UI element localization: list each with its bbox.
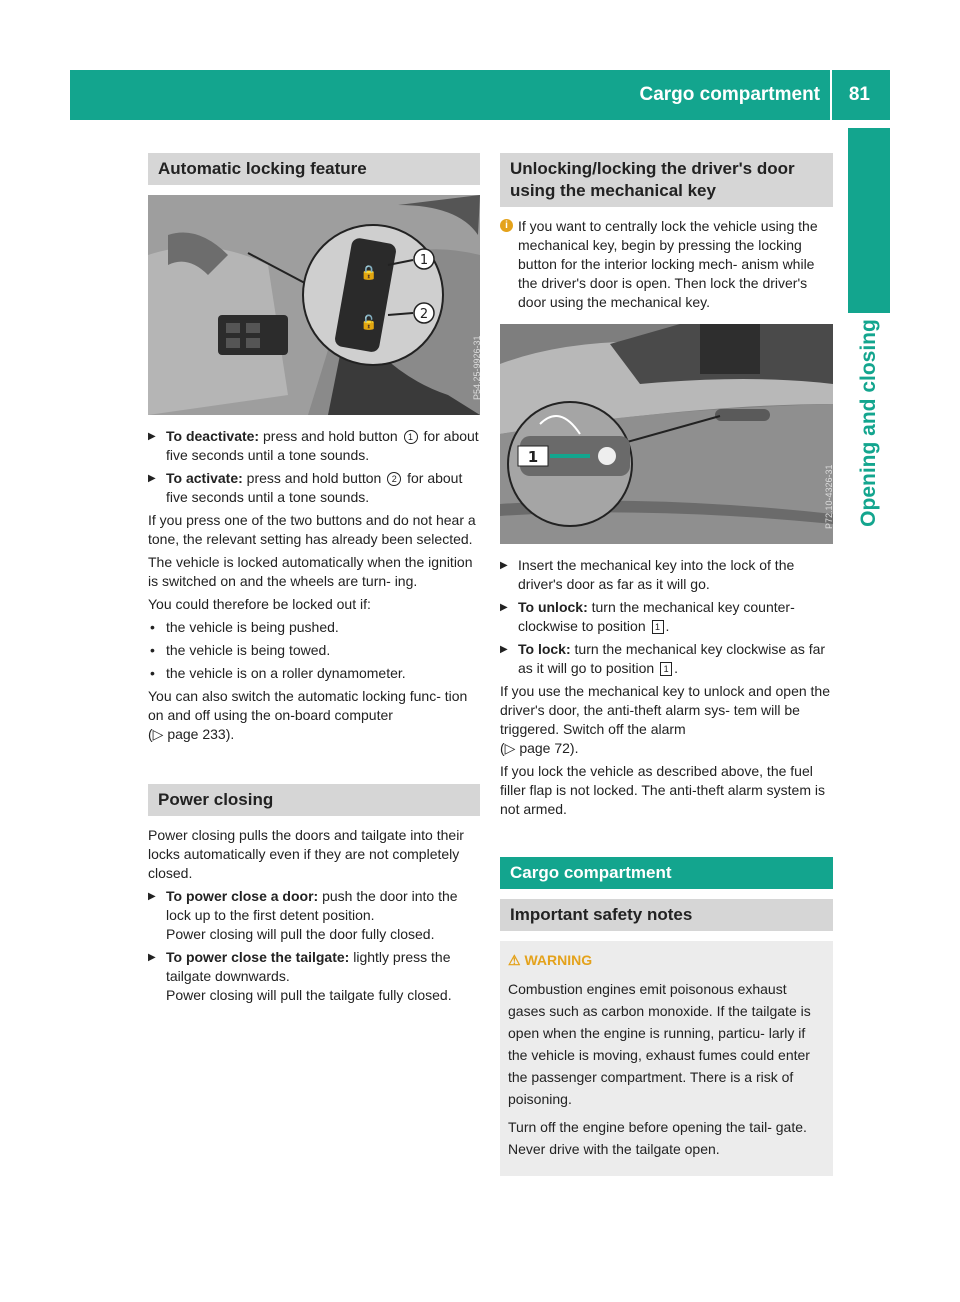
header-divider	[830, 70, 832, 120]
unlock-icon: 🔓	[360, 315, 378, 331]
warning-paragraph: Turn off the engine before opening the tail- gate. Never drive with the tailgate open.	[508, 1119, 807, 1157]
step-text: Insert the mechanical key into the lock of the driver's door as far as it will go.	[518, 557, 795, 592]
step-text: push the door into the lock up to the first detent position.	[166, 888, 458, 923]
step-text: press and hold button	[246, 470, 382, 486]
step-unlock: ▶ To unlock: turn the mechanical key counter- clockwise to position 1 .	[500, 599, 795, 634]
step-text: for about five seconds until a tone sounds.	[166, 470, 463, 505]
page-reference-link[interactable]: (▷ page 233).	[148, 726, 235, 742]
subsection-heading-safety: Important safety notes	[500, 899, 833, 931]
bullet-icon: •	[150, 642, 155, 658]
warning-title-text: WARNING	[524, 952, 593, 968]
paragraph-text: If you use the mechanical key to unlock and open the driver's door, the anti-theft alarm sys- tem will be triggered. Switch off the alarm	[500, 683, 830, 737]
step-text: lightly press the tailgate downwards.	[166, 949, 451, 984]
step-arrow-icon: ▶	[500, 602, 508, 613]
step-label: To activate:	[166, 470, 243, 486]
step-label: To unlock:	[518, 599, 588, 615]
step-power-close-tailgate	[148, 948, 480, 1005]
warning-paragraph: Combustion engines emit poisonous exhaust gases such as carbon monoxide. If the tailgate is open when the engine is running, particu- larly if the vehicle is moving, exhaust fumes could enter the passenger compartment. There is a risk of poisoning.	[508, 981, 811, 1107]
button-ref-1: 1	[404, 430, 418, 444]
step-arrow-icon: ▶	[148, 431, 156, 442]
step-arrow-icon: ▶	[148, 952, 156, 963]
warning-icon: ⚠	[508, 952, 521, 968]
warning-title	[508, 951, 825, 970]
step-label: To power close a door:	[166, 888, 319, 904]
section-heading-mechanical-key: Unlocking/locking the driver's door using the mechanical key	[500, 153, 833, 207]
step-text: Power closing will pull the door fully closed.	[166, 926, 435, 942]
step-text: Power closing will pull the tailgate fully closed.	[166, 987, 452, 1003]
side-tab-label	[848, 313, 890, 533]
paragraph: Power closing pulls the doors and tailgate into their locks automatically even if they are not completely closed.	[148, 827, 464, 881]
paragraph: If you press one of the two buttons and do not hear a tone, the relevant setting has already been selected.	[148, 512, 476, 547]
figure-code: P72.10-4326-31	[824, 464, 834, 529]
figure-marker-1: 1	[419, 253, 429, 268]
step-label: To deactivate:	[166, 428, 260, 444]
button-ref-2: 2	[387, 472, 401, 486]
warning-box	[500, 941, 833, 1176]
step-arrow-icon: ▶	[500, 644, 508, 655]
header-title: Cargo compartment	[639, 84, 820, 105]
side-tab-text: Opening and closing	[857, 319, 880, 527]
bullet-icon: •	[150, 665, 155, 681]
list-item-text: the vehicle is being towed.	[166, 642, 331, 658]
left-column	[148, 153, 480, 1009]
step-label: To power close the tailgate:	[166, 949, 350, 965]
paragraph	[500, 682, 833, 758]
figure-marker-1: 1	[527, 448, 539, 466]
step-text: turn the mechanical key clockwise as far as it will go to position	[518, 641, 826, 676]
list-item-text: the vehicle is on a roller dynamometer.	[166, 665, 406, 681]
figure-marker-2: 2	[419, 307, 429, 322]
step-power-close-door	[148, 887, 480, 944]
list-item-text: the vehicle is being pushed.	[166, 619, 339, 635]
paragraph: You could therefore be locked out if:	[148, 596, 371, 612]
step-deactivate	[148, 427, 480, 465]
info-text: If you want to centrally lock the vehicle using the mechanical key, begin by pressing the locking button for the interior locking mech- anism while the driver's door is open. Then lock the driver's door using the mechanical key.	[518, 218, 818, 310]
door-panel-illustration	[148, 195, 480, 415]
info-icon: i	[500, 219, 513, 232]
paragraph: The vehicle is locked automatically when the ignition is switched on and the wheels are turn- ing.	[148, 554, 473, 589]
door-lock-illustration	[500, 324, 833, 544]
header-bar	[70, 70, 890, 120]
paragraph-text: You can also switch the automatic locking func- tion on and off using the on-board computer	[148, 688, 468, 723]
step-label: To lock:	[518, 641, 571, 657]
position-ref-1: 1	[660, 662, 672, 676]
section-heading-cargo: Cargo compartment	[500, 857, 833, 889]
lock-icon: 🔒	[360, 265, 378, 281]
step-text: press and hold button	[263, 428, 398, 444]
list-item	[148, 618, 480, 637]
paragraph	[148, 687, 480, 744]
list-item	[148, 664, 480, 683]
step-activate	[148, 469, 480, 507]
paragraph: If you lock the vehicle as described above, the fuel filler flap is not locked. The anti-theft alarm system is not armed.	[500, 763, 825, 817]
step-text: turn the mechanical key counter- clockwise to position	[518, 599, 795, 634]
step-text: for about five seconds until a tone sounds.	[166, 428, 479, 463]
step-arrow-icon: ▶	[500, 560, 508, 571]
step-arrow-icon: ▶	[148, 473, 156, 484]
list-item	[148, 641, 480, 660]
info-note	[500, 217, 833, 312]
step-insert-key	[500, 556, 833, 594]
side-tab-marker	[848, 128, 890, 313]
section-heading-power-closing: Power closing	[148, 784, 480, 816]
section-heading-auto-lock: Automatic locking feature	[148, 153, 480, 185]
page-reference-link[interactable]: (▷ page 72).	[500, 740, 579, 756]
step-lock: ▶ To lock: turn the mechanical key clockwise as far as it will go to position 1 .	[500, 641, 826, 676]
bullet-icon: •	[150, 619, 155, 635]
figure-door-lock	[500, 324, 833, 544]
figure-code: P54.25-9926-31	[472, 335, 482, 400]
figure-door-buttons	[148, 195, 480, 415]
right-column	[500, 153, 833, 1176]
position-ref-1: 1	[652, 620, 664, 634]
page-number: 81	[848, 84, 870, 105]
step-arrow-icon: ▶	[148, 891, 156, 902]
